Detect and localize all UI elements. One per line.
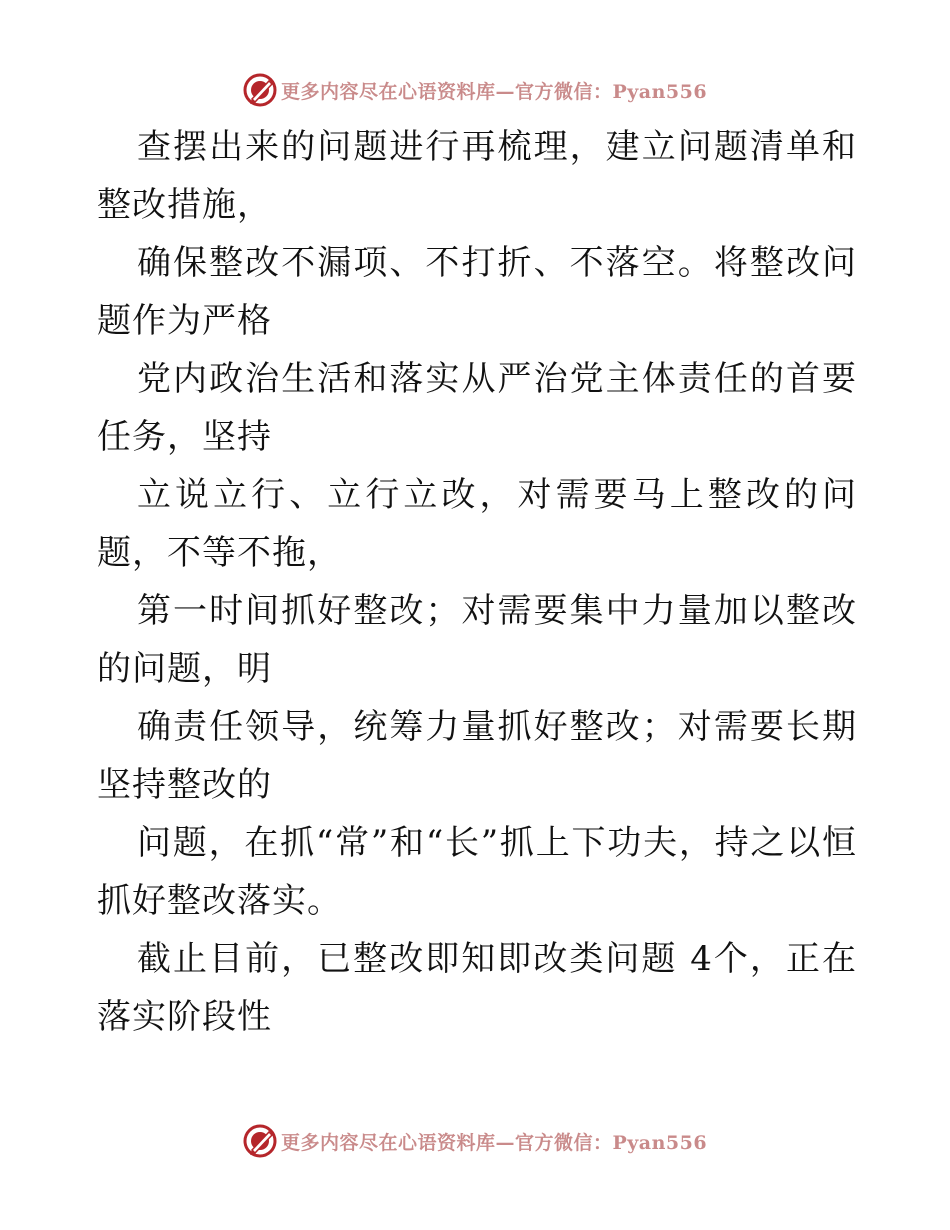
paragraph: 党内政治生活和落实从严治党主体责任的首要任务，坚持	[97, 359, 857, 457]
paragraph: 截止目前，已整改即知即改类问题 4个，正在落实阶段性	[97, 939, 857, 1037]
paragraph: 查摆出来的问题进行再梳理，建立问题清单和整改措施，	[97, 127, 857, 225]
paragraph: 第一时间抓好整改；对需要集中力量加以整改的问题，明	[97, 591, 857, 689]
pen-logo-icon	[243, 73, 277, 107]
paragraph: 问题，在抓“常”和“长”抓上下功夫，持之以恒抓好整改落实。	[97, 823, 857, 921]
footer-banner	[0, 1121, 950, 1161]
pen-logo-icon	[243, 1124, 277, 1158]
header-banner	[0, 70, 950, 110]
paragraph: 立说立行、立行立改，对需要马上整改的问题，不等不拖，	[97, 475, 857, 573]
document-body	[97, 118, 857, 1046]
paragraph: 确保整改不漏项、不打折、不落空。将整改问题作为严格	[97, 243, 857, 341]
footer-banner-text: 更多内容尽在心语资料库—官方微信：Pyan556	[280, 1131, 708, 1154]
header-banner-text: 更多内容尽在心语资料库—官方微信：Pyan556	[280, 80, 708, 103]
paragraph: 确责任领导，统筹力量抓好整改；对需要长期坚持整改的	[97, 707, 857, 805]
